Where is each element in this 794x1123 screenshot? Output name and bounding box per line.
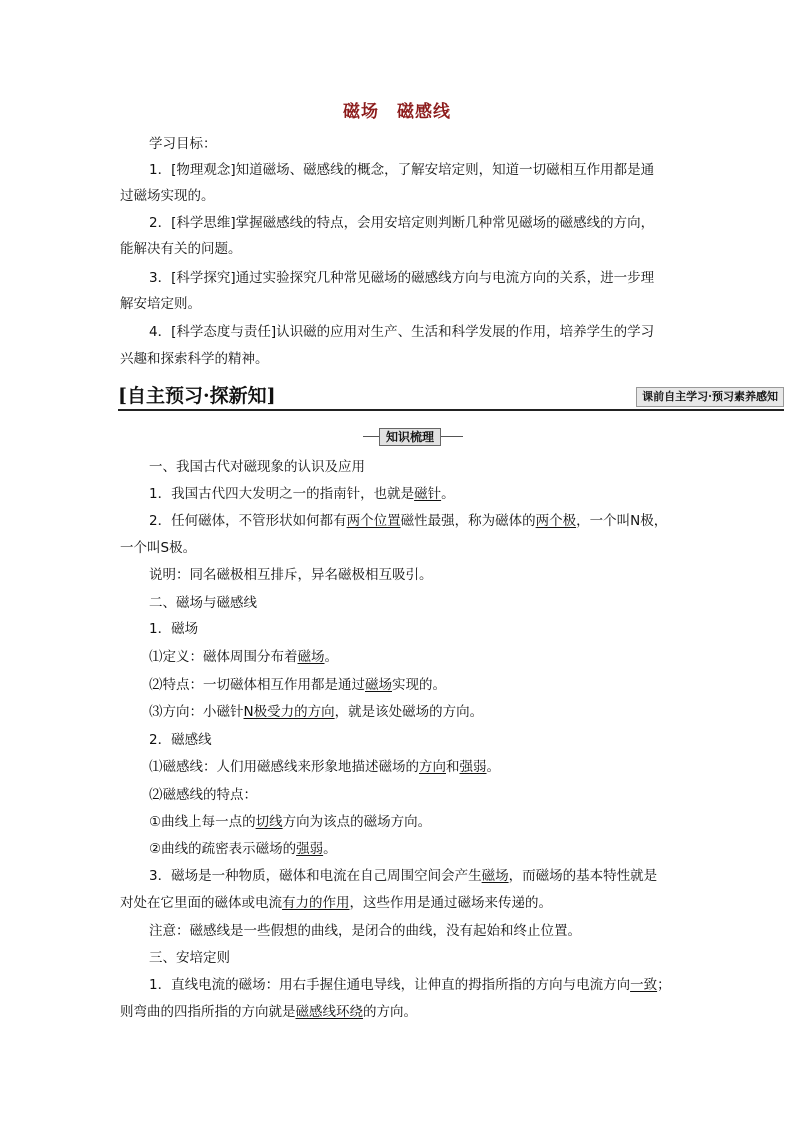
feature-end: 实现的。: [392, 677, 446, 693]
feature-circle-2-text: ②曲线的疏密表示磁场的: [149, 841, 297, 857]
feature-text: ⑵特点：一切磁体相互作用都是通过: [149, 677, 365, 693]
magnetic-line-text: ⑴磁感线：人们用磁感线来形象地描述磁场的: [149, 759, 419, 775]
objective-3-line-1: 3．[科学探究]通过实验探究几种常见磁场的磁感线方向与电流方向的关系，进一步理: [149, 270, 655, 286]
magnetic-line-and: 和: [446, 759, 460, 775]
answer-blank: 磁感线环绕: [295, 1004, 363, 1020]
answer-blank: 磁场: [365, 677, 392, 693]
page-title: [0, 97, 794, 122]
item-2-3-text-4: ，这些作用是通过磁场来传递的。: [349, 895, 552, 911]
answer-blank: 有力的作用: [282, 895, 350, 911]
item-3-1-text-2: 则弯曲的四指所指的方向就是: [120, 1004, 296, 1020]
note-2: 注意：磁感线是一些假想的曲线，是闭合的曲线，没有起始和终止位置。: [149, 923, 581, 939]
definition-line: [149, 648, 338, 666]
item-1-2-text-3: ，一个叫N极，: [576, 513, 668, 529]
section-3-heading: 三、安培定则: [149, 950, 230, 966]
section-tag: 课前自主学习·预习素养感知: [636, 387, 784, 407]
item-2-3-line-1: [149, 867, 657, 885]
answer-blank: 两个极: [535, 513, 577, 529]
answer-blank: 方向: [419, 759, 446, 775]
item-2-3-text-2: ，而磁场的基本特性就是: [508, 868, 658, 884]
title-part-1: 磁场: [343, 102, 379, 122]
answer-blank: 两个位置: [346, 513, 401, 529]
section-2-heading: 二、磁场与磁感线: [149, 595, 257, 611]
section-title: [自主预习·探新知]: [118, 385, 276, 407]
item-1-1-text: 1．我国古代四大发明之一的指南针，也就是: [149, 486, 415, 502]
item-2-3-line-2: [120, 894, 552, 912]
item-1-2-text: 2．任何磁体，不管形状如何都有: [149, 513, 347, 529]
item-1-2-text-2: 磁性最强，称为磁体的: [400, 513, 536, 529]
feature-circle-1-text: ①曲线上每一点的: [149, 814, 256, 830]
magnetic-line-end: 。: [486, 759, 500, 775]
answer-blank: N极受力的方向: [243, 704, 335, 720]
item-3-1-text: 1．直线电流的磁场：用右手握住通电导线，让伸直的拇指所指的方向与电流方向: [149, 977, 631, 993]
answer-blank: 磁针: [414, 486, 442, 502]
knowledge-label-box: [363, 428, 463, 446]
item-3-1-end: 的方向。: [363, 1004, 417, 1020]
objective-2-line-1: 2．[科学思维]掌握磁感线的特点，会用安培定则判断几种常见磁场的磁感线的方向，: [149, 215, 655, 231]
item-3-1-sep: ；: [657, 977, 671, 993]
direction-text: ⑶方向：小磁针: [149, 704, 244, 720]
item-1-2: [149, 512, 667, 530]
magnetic-line-def: [149, 758, 500, 776]
objective-3-line-2: 解安培定则。: [120, 296, 201, 312]
feature-circle-2: [149, 840, 337, 858]
section-divider: [118, 409, 784, 411]
direction-end: ，就是该处磁场的方向。: [334, 704, 484, 720]
direction-line: [149, 703, 483, 721]
title-part-2: 磁感线: [397, 102, 451, 122]
section-1-heading: 一、我国古代对磁现象的认识及应用: [149, 459, 365, 475]
definition-end: 。: [324, 649, 338, 665]
answer-blank: 磁场: [297, 649, 325, 665]
answer-blank: 切线: [255, 814, 283, 830]
answer-blank: 强弱: [296, 841, 324, 857]
item-2-1-heading: 1．磁场: [149, 621, 199, 637]
note-1: 说明：同名磁极相互排斥，异名磁极相互吸引。: [149, 567, 433, 583]
item-1-2-line-2: 一个叫S极。: [120, 540, 197, 556]
item-3-1-line-1: [149, 976, 671, 994]
objective-4-line-1: 4．[科学态度与责任]认识磁的应用对生产、生活和科学发展的作用，培养学生的学习: [149, 324, 655, 340]
item-2-2-heading: 2．磁感线: [149, 732, 212, 748]
feature-circle-2-end: 。: [323, 841, 337, 857]
objectives-heading: 学习目标：: [149, 136, 217, 152]
objective-4-line-2: 兴趣和探索科学的精神。: [120, 351, 269, 367]
feature-line: [149, 676, 446, 694]
magnetic-line-features: ⑵磁感线的特点：: [149, 787, 257, 803]
answer-blank: 一致: [630, 977, 658, 993]
definition-text: ⑴定义：磁体周围分布着: [149, 649, 298, 665]
objective-1-line-1: 1．[物理观念]知道磁场、磁感线的概念，了解安培定则，知道一切磁相互作用都是通: [149, 162, 655, 178]
item-3-1-line-2: [120, 1003, 417, 1021]
section-header: [118, 382, 784, 410]
objective-1-line-2: 过磁场实现的。: [120, 188, 215, 204]
feature-circle-1: [149, 813, 431, 831]
knowledge-label: 知识梳理: [379, 428, 441, 446]
objective-2-line-2: 能解决有关的问题。: [120, 241, 242, 257]
feature-circle-1-end: 方向为该点的磁场方向。: [282, 814, 432, 830]
item-1-1: [149, 485, 455, 503]
item-2-3-text: 3．磁场是一种物质，磁体和电流在自己周围空间会产生: [149, 868, 482, 884]
item-2-3-text-3: 对处在它里面的磁体或电流: [120, 895, 282, 911]
answer-blank: 强弱: [459, 759, 487, 775]
item-1-1-end: 。: [441, 486, 455, 502]
answer-blank: 磁场: [481, 868, 509, 884]
